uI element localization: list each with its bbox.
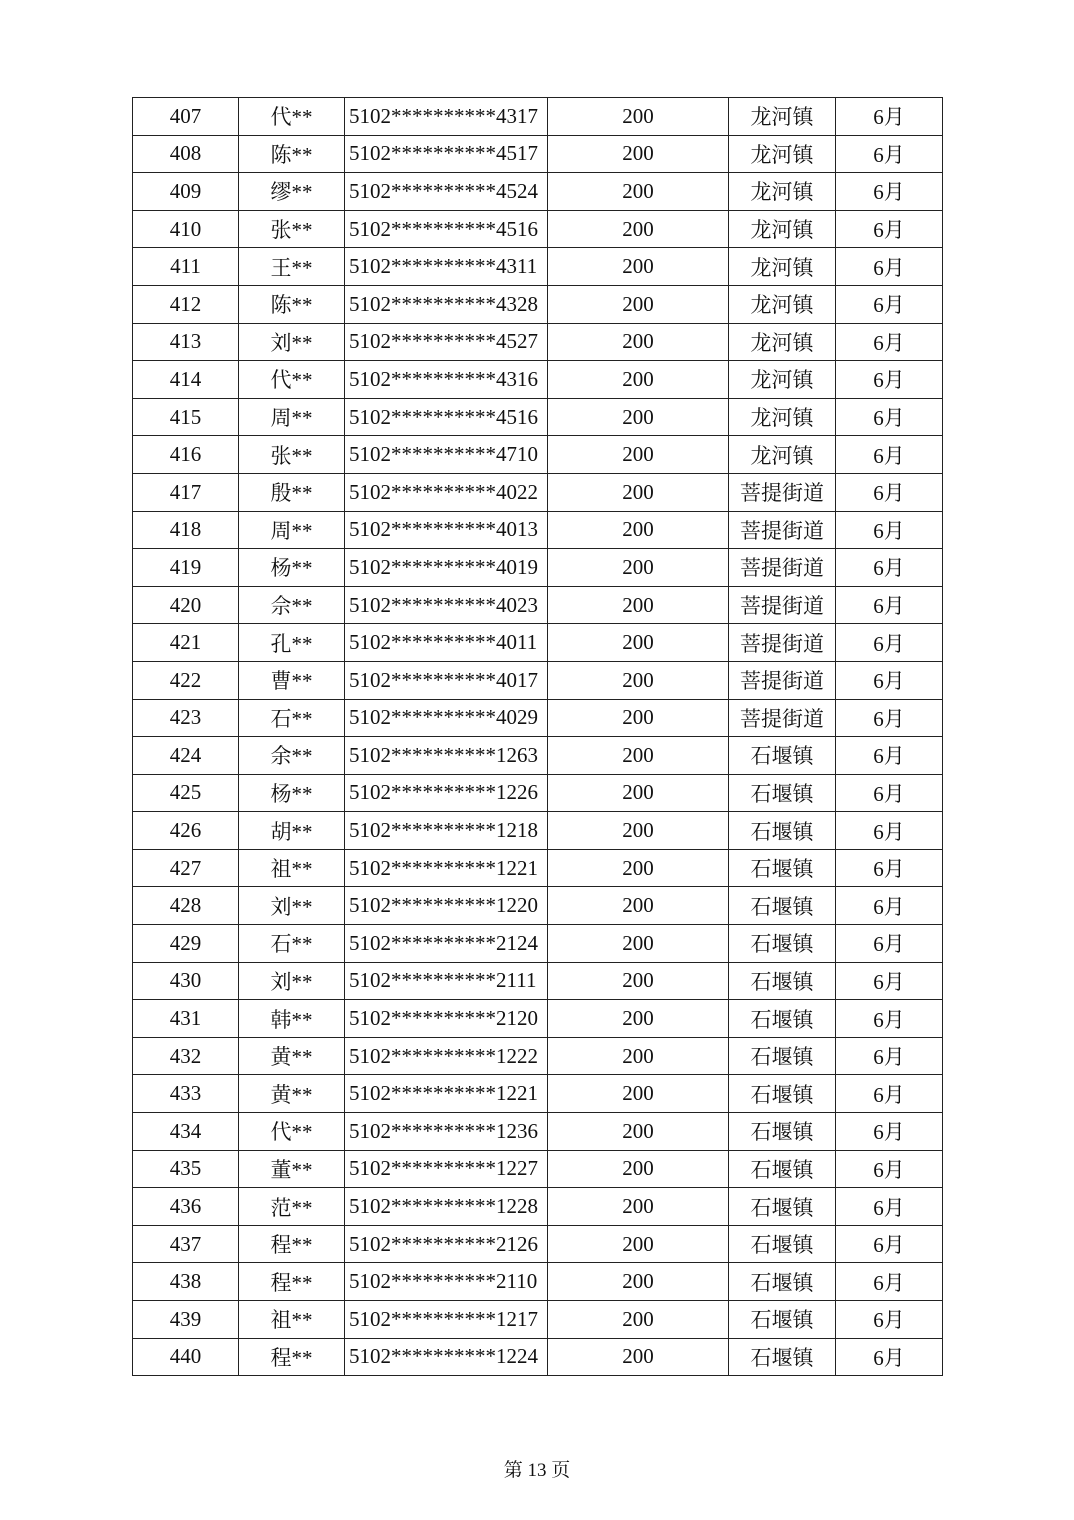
amount-cell: 200 bbox=[548, 812, 729, 850]
table-row bbox=[133, 887, 943, 925]
town-cell: 石堰镇 bbox=[729, 1225, 836, 1263]
name-cell: 殷** bbox=[239, 473, 345, 511]
month-cell: 6月 bbox=[836, 586, 943, 624]
town-cell: 菩提街道 bbox=[729, 624, 836, 662]
name-cell: 韩** bbox=[239, 1000, 345, 1038]
name-cell: 程** bbox=[239, 1338, 345, 1376]
town-cell: 龙河镇 bbox=[729, 361, 836, 399]
id-number-cell: 5102**********4029 bbox=[345, 699, 548, 737]
month-cell: 6月 bbox=[836, 1113, 943, 1151]
serial-cell: 429 bbox=[133, 925, 239, 963]
serial-cell: 425 bbox=[133, 774, 239, 812]
name-cell: 张** bbox=[239, 210, 345, 248]
amount-cell: 200 bbox=[548, 699, 729, 737]
table-row bbox=[133, 849, 943, 887]
id-number-cell: 5102**********2111 bbox=[345, 962, 548, 1000]
id-number-cell: 5102**********4517 bbox=[345, 135, 548, 173]
serial-cell: 433 bbox=[133, 1075, 239, 1113]
month-cell: 6月 bbox=[836, 511, 943, 549]
town-cell: 菩提街道 bbox=[729, 586, 836, 624]
serial-cell: 435 bbox=[133, 1150, 239, 1188]
id-number-cell: 5102**********1217 bbox=[345, 1301, 548, 1339]
table-row bbox=[133, 398, 943, 436]
amount-cell: 200 bbox=[548, 210, 729, 248]
month-cell: 6月 bbox=[836, 436, 943, 474]
table-row bbox=[133, 285, 943, 323]
id-number-cell: 5102**********2124 bbox=[345, 925, 548, 963]
serial-cell: 434 bbox=[133, 1113, 239, 1151]
table-row bbox=[133, 436, 943, 474]
id-number-cell: 5102**********4710 bbox=[345, 436, 548, 474]
amount-cell: 200 bbox=[548, 925, 729, 963]
town-cell: 石堰镇 bbox=[729, 812, 836, 850]
table-row bbox=[133, 925, 943, 963]
amount-cell: 200 bbox=[548, 962, 729, 1000]
id-number-cell: 5102**********1222 bbox=[345, 1037, 548, 1075]
amount-cell: 200 bbox=[548, 361, 729, 399]
town-cell: 菩提街道 bbox=[729, 473, 836, 511]
amount-cell: 200 bbox=[548, 436, 729, 474]
id-number-cell: 5102**********1227 bbox=[345, 1150, 548, 1188]
serial-cell: 437 bbox=[133, 1225, 239, 1263]
id-number-cell: 5102**********1228 bbox=[345, 1188, 548, 1226]
town-cell: 石堰镇 bbox=[729, 774, 836, 812]
id-number-cell: 5102**********4328 bbox=[345, 285, 548, 323]
name-cell: 黄** bbox=[239, 1075, 345, 1113]
town-cell: 石堰镇 bbox=[729, 887, 836, 925]
amount-cell: 200 bbox=[548, 511, 729, 549]
serial-cell: 426 bbox=[133, 812, 239, 850]
name-cell: 程** bbox=[239, 1225, 345, 1263]
town-cell: 龙河镇 bbox=[729, 173, 836, 211]
town-cell: 石堰镇 bbox=[729, 1037, 836, 1075]
serial-cell: 421 bbox=[133, 624, 239, 662]
table-row bbox=[133, 1150, 943, 1188]
table-row bbox=[133, 699, 943, 737]
town-cell: 龙河镇 bbox=[729, 323, 836, 361]
id-number-cell: 5102**********1224 bbox=[345, 1338, 548, 1376]
id-number-cell: 5102**********1218 bbox=[345, 812, 548, 850]
month-cell: 6月 bbox=[836, 925, 943, 963]
town-cell: 石堰镇 bbox=[729, 1150, 836, 1188]
table-row bbox=[133, 1338, 943, 1376]
town-cell: 石堰镇 bbox=[729, 737, 836, 775]
table-row bbox=[133, 1263, 943, 1301]
serial-cell: 417 bbox=[133, 473, 239, 511]
serial-cell: 427 bbox=[133, 849, 239, 887]
serial-cell: 420 bbox=[133, 586, 239, 624]
table-row bbox=[133, 1037, 943, 1075]
table-row bbox=[133, 173, 943, 211]
month-cell: 6月 bbox=[836, 774, 943, 812]
table-row bbox=[133, 248, 943, 286]
town-cell: 龙河镇 bbox=[729, 248, 836, 286]
id-number-cell: 5102**********4311 bbox=[345, 248, 548, 286]
name-cell: 代** bbox=[239, 361, 345, 399]
town-cell: 龙河镇 bbox=[729, 398, 836, 436]
serial-cell: 439 bbox=[133, 1301, 239, 1339]
name-cell: 代** bbox=[239, 1113, 345, 1151]
table-row bbox=[133, 511, 943, 549]
town-cell: 石堰镇 bbox=[729, 1338, 836, 1376]
table-body bbox=[133, 98, 943, 1376]
serial-cell: 415 bbox=[133, 398, 239, 436]
id-number-cell: 5102**********1263 bbox=[345, 737, 548, 775]
id-number-cell: 5102**********4317 bbox=[345, 98, 548, 136]
amount-cell: 200 bbox=[548, 737, 729, 775]
table-row bbox=[133, 473, 943, 511]
month-cell: 6月 bbox=[836, 285, 943, 323]
month-cell: 6月 bbox=[836, 1075, 943, 1113]
id-number-cell: 5102**********1221 bbox=[345, 849, 548, 887]
table-row bbox=[133, 98, 943, 136]
town-cell: 菩提街道 bbox=[729, 549, 836, 587]
id-number-cell: 5102**********4527 bbox=[345, 323, 548, 361]
data-table bbox=[132, 97, 943, 1376]
month-cell: 6月 bbox=[836, 849, 943, 887]
town-cell: 龙河镇 bbox=[729, 436, 836, 474]
name-cell: 曹** bbox=[239, 661, 345, 699]
amount-cell: 200 bbox=[548, 248, 729, 286]
month-cell: 6月 bbox=[836, 210, 943, 248]
month-cell: 6月 bbox=[836, 1000, 943, 1038]
month-cell: 6月 bbox=[836, 1150, 943, 1188]
amount-cell: 200 bbox=[548, 887, 729, 925]
id-number-cell: 5102**********1226 bbox=[345, 774, 548, 812]
amount-cell: 200 bbox=[548, 661, 729, 699]
table-row bbox=[133, 1225, 943, 1263]
id-number-cell: 5102**********4316 bbox=[345, 361, 548, 399]
name-cell: 祖** bbox=[239, 849, 345, 887]
id-number-cell: 5102**********4524 bbox=[345, 173, 548, 211]
amount-cell: 200 bbox=[548, 98, 729, 136]
name-cell: 祖** bbox=[239, 1301, 345, 1339]
amount-cell: 200 bbox=[548, 1188, 729, 1226]
table-row bbox=[133, 737, 943, 775]
month-cell: 6月 bbox=[836, 135, 943, 173]
name-cell: 杨** bbox=[239, 774, 345, 812]
town-cell: 石堰镇 bbox=[729, 849, 836, 887]
name-cell: 程** bbox=[239, 1263, 345, 1301]
town-cell: 龙河镇 bbox=[729, 98, 836, 136]
serial-cell: 408 bbox=[133, 135, 239, 173]
serial-cell: 424 bbox=[133, 737, 239, 775]
town-cell: 石堰镇 bbox=[729, 925, 836, 963]
amount-cell: 200 bbox=[548, 285, 729, 323]
serial-cell: 430 bbox=[133, 962, 239, 1000]
table-row bbox=[133, 210, 943, 248]
name-cell: 黄** bbox=[239, 1037, 345, 1075]
id-number-cell: 5102**********4013 bbox=[345, 511, 548, 549]
month-cell: 6月 bbox=[836, 812, 943, 850]
serial-cell: 432 bbox=[133, 1037, 239, 1075]
town-cell: 石堰镇 bbox=[729, 1113, 836, 1151]
name-cell: 周** bbox=[239, 511, 345, 549]
amount-cell: 200 bbox=[548, 1301, 729, 1339]
name-cell: 刘** bbox=[239, 887, 345, 925]
month-cell: 6月 bbox=[836, 1263, 943, 1301]
id-number-cell: 5102**********4011 bbox=[345, 624, 548, 662]
table-row bbox=[133, 323, 943, 361]
amount-cell: 200 bbox=[548, 774, 729, 812]
town-cell: 菩提街道 bbox=[729, 661, 836, 699]
serial-cell: 407 bbox=[133, 98, 239, 136]
name-cell: 胡** bbox=[239, 812, 345, 850]
serial-cell: 438 bbox=[133, 1263, 239, 1301]
name-cell: 石** bbox=[239, 925, 345, 963]
month-cell: 6月 bbox=[836, 699, 943, 737]
month-cell: 6月 bbox=[836, 962, 943, 1000]
name-cell: 刘** bbox=[239, 323, 345, 361]
town-cell: 菩提街道 bbox=[729, 511, 836, 549]
page-number: 第 13 页 bbox=[503, 1460, 571, 1481]
amount-cell: 200 bbox=[548, 624, 729, 662]
serial-cell: 412 bbox=[133, 285, 239, 323]
town-cell: 石堰镇 bbox=[729, 1075, 836, 1113]
serial-cell: 411 bbox=[133, 248, 239, 286]
amount-cell: 200 bbox=[548, 135, 729, 173]
amount-cell: 200 bbox=[548, 323, 729, 361]
amount-cell: 200 bbox=[548, 1037, 729, 1075]
table-row bbox=[133, 549, 943, 587]
id-number-cell: 5102**********4022 bbox=[345, 473, 548, 511]
month-cell: 6月 bbox=[836, 361, 943, 399]
table-row bbox=[133, 812, 943, 850]
serial-cell: 423 bbox=[133, 699, 239, 737]
month-cell: 6月 bbox=[836, 887, 943, 925]
town-cell: 菩提街道 bbox=[729, 699, 836, 737]
month-cell: 6月 bbox=[836, 549, 943, 587]
serial-cell: 414 bbox=[133, 361, 239, 399]
id-number-cell: 5102**********4019 bbox=[345, 549, 548, 587]
town-cell: 龙河镇 bbox=[729, 135, 836, 173]
amount-cell: 200 bbox=[548, 1338, 729, 1376]
month-cell: 6月 bbox=[836, 98, 943, 136]
name-cell: 石** bbox=[239, 699, 345, 737]
amount-cell: 200 bbox=[548, 1263, 729, 1301]
id-number-cell: 5102**********4516 bbox=[345, 210, 548, 248]
amount-cell: 200 bbox=[548, 398, 729, 436]
name-cell: 陈** bbox=[239, 285, 345, 323]
table-row bbox=[133, 361, 943, 399]
name-cell: 范** bbox=[239, 1188, 345, 1226]
table-row bbox=[133, 135, 943, 173]
table-row bbox=[133, 1301, 943, 1339]
name-cell: 张** bbox=[239, 436, 345, 474]
name-cell: 刘** bbox=[239, 962, 345, 1000]
amount-cell: 200 bbox=[548, 173, 729, 211]
table-row bbox=[133, 586, 943, 624]
month-cell: 6月 bbox=[836, 248, 943, 286]
id-number-cell: 5102**********2110 bbox=[345, 1263, 548, 1301]
table-row bbox=[133, 661, 943, 699]
serial-cell: 440 bbox=[133, 1338, 239, 1376]
name-cell: 余** bbox=[239, 737, 345, 775]
id-number-cell: 5102**********4023 bbox=[345, 586, 548, 624]
id-number-cell: 5102**********2126 bbox=[345, 1225, 548, 1263]
serial-cell: 409 bbox=[133, 173, 239, 211]
amount-cell: 200 bbox=[548, 549, 729, 587]
amount-cell: 200 bbox=[548, 586, 729, 624]
month-cell: 6月 bbox=[836, 661, 943, 699]
month-cell: 6月 bbox=[836, 323, 943, 361]
id-number-cell: 5102**********2120 bbox=[345, 1000, 548, 1038]
name-cell: 缪** bbox=[239, 173, 345, 211]
name-cell: 佘** bbox=[239, 586, 345, 624]
table-row bbox=[133, 774, 943, 812]
town-cell: 石堰镇 bbox=[729, 1000, 836, 1038]
name-cell: 周** bbox=[239, 398, 345, 436]
month-cell: 6月 bbox=[836, 173, 943, 211]
amount-cell: 200 bbox=[548, 849, 729, 887]
month-cell: 6月 bbox=[836, 398, 943, 436]
id-number-cell: 5102**********4017 bbox=[345, 661, 548, 699]
serial-cell: 419 bbox=[133, 549, 239, 587]
serial-cell: 418 bbox=[133, 511, 239, 549]
month-cell: 6月 bbox=[836, 737, 943, 775]
serial-cell: 422 bbox=[133, 661, 239, 699]
table-row bbox=[133, 624, 943, 662]
serial-cell: 410 bbox=[133, 210, 239, 248]
amount-cell: 200 bbox=[548, 473, 729, 511]
serial-cell: 416 bbox=[133, 436, 239, 474]
month-cell: 6月 bbox=[836, 1037, 943, 1075]
town-cell: 龙河镇 bbox=[729, 285, 836, 323]
id-number-cell: 5102**********1221 bbox=[345, 1075, 548, 1113]
month-cell: 6月 bbox=[836, 1225, 943, 1263]
id-number-cell: 5102**********1220 bbox=[345, 887, 548, 925]
month-cell: 6月 bbox=[836, 1188, 943, 1226]
month-cell: 6月 bbox=[836, 473, 943, 511]
name-cell: 孔** bbox=[239, 624, 345, 662]
month-cell: 6月 bbox=[836, 624, 943, 662]
table-row bbox=[133, 1075, 943, 1113]
name-cell: 代** bbox=[239, 98, 345, 136]
town-cell: 石堰镇 bbox=[729, 962, 836, 1000]
month-cell: 6月 bbox=[836, 1301, 943, 1339]
month-cell: 6月 bbox=[836, 1338, 943, 1376]
town-cell: 龙河镇 bbox=[729, 210, 836, 248]
town-cell: 石堰镇 bbox=[729, 1263, 836, 1301]
name-cell: 王** bbox=[239, 248, 345, 286]
id-number-cell: 5102**********1236 bbox=[345, 1113, 548, 1151]
serial-cell: 431 bbox=[133, 1000, 239, 1038]
serial-cell: 413 bbox=[133, 323, 239, 361]
name-cell: 杨** bbox=[239, 549, 345, 587]
town-cell: 石堰镇 bbox=[729, 1301, 836, 1339]
amount-cell: 200 bbox=[548, 1000, 729, 1038]
serial-cell: 428 bbox=[133, 887, 239, 925]
table-row bbox=[133, 1188, 943, 1226]
town-cell: 石堰镇 bbox=[729, 1188, 836, 1226]
id-number-cell: 5102**********4516 bbox=[345, 398, 548, 436]
serial-cell: 436 bbox=[133, 1188, 239, 1226]
amount-cell: 200 bbox=[548, 1075, 729, 1113]
name-cell: 陈** bbox=[239, 135, 345, 173]
amount-cell: 200 bbox=[548, 1150, 729, 1188]
table-row bbox=[133, 962, 943, 1000]
amount-cell: 200 bbox=[548, 1113, 729, 1151]
table-row bbox=[133, 1113, 943, 1151]
amount-cell: 200 bbox=[548, 1225, 729, 1263]
table-row bbox=[133, 1000, 943, 1038]
name-cell: 董** bbox=[239, 1150, 345, 1188]
